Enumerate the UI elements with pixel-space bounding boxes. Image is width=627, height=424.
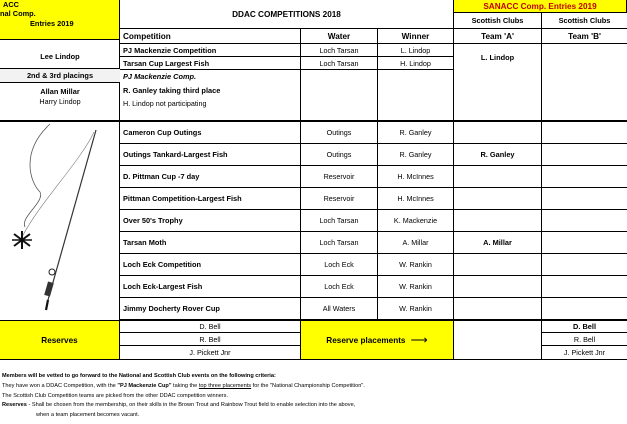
top-left-header [0, 0, 120, 40]
notes-line5: when a team placement becomes vacant. [36, 412, 140, 418]
notes-line4-bold: Reserves [2, 402, 27, 408]
fishing-rod-panel [0, 122, 120, 320]
row-winner: R. Ganley [378, 144, 454, 166]
row-winner: K. Mackenzie [378, 210, 454, 232]
row-team-b [542, 144, 627, 166]
pj-notes-winner [378, 70, 454, 120]
row-competition: Over 50's Trophy [120, 210, 301, 232]
row-team-a [454, 254, 542, 276]
row-winner: A. Millar [378, 232, 454, 254]
fishing-rod-icon [0, 122, 120, 320]
left-column-top [0, 40, 120, 120]
top-left-line3: Entries 2019 [30, 19, 74, 28]
pj-winner-1: H. Lindop [378, 57, 454, 70]
notes-line2-underline: top three placements [198, 383, 252, 389]
scottish-clubs-a-header: Scottish Clubs [454, 13, 542, 29]
row-competition: Loch Eck Competition [120, 254, 301, 276]
sanacc-title: SANACC Comp. Entries 2019 [454, 0, 627, 13]
row-water: Outings [301, 122, 378, 144]
column-team-b: Team 'B' [542, 29, 627, 44]
row-team-a [454, 210, 542, 232]
row-winner: W. Rankin [378, 276, 454, 298]
notes-line4 [2, 401, 355, 410]
reserve-team-b-2: J. Pickett Jnr [542, 346, 627, 360]
row-water: Loch Eck [301, 254, 378, 276]
notes-line2-pre: They have won a DDAC Competition, with the [2, 383, 118, 389]
pj-competition-0: PJ Mackenzie Competition [120, 44, 301, 57]
row-competition: Outings Tankard-Largest Fish [120, 144, 301, 166]
pj-water-1: Loch Tarsan [301, 57, 378, 70]
row-team-a [454, 298, 542, 320]
pj-winner-0: L. Lindop [378, 44, 454, 57]
row-team-b [542, 166, 627, 188]
column-competition: Competition [120, 29, 301, 44]
row-competition: Loch Eck-Largest Fish [120, 276, 301, 298]
entry-placings: 2nd & 3rd placings [0, 68, 120, 83]
row-competition: Jimmy Docherty Rover Cup [120, 298, 301, 320]
column-team-a: Team 'A' [454, 29, 542, 44]
pj-notes-team-a [454, 70, 542, 120]
notes-line4-text: - Shall be chosen from the membership, on their skills in the Brown Trout and Rainbow Trout field to enable selection into the above, [26, 402, 356, 408]
reserve-name-2: J. Pickett Jnr [120, 346, 301, 360]
row-water: Loch Tarsan [301, 210, 378, 232]
notes-line2-mid: taking the [171, 383, 199, 389]
reserve-placements [301, 320, 454, 360]
pj-notes-line2: R. Ganley taking third place [123, 86, 221, 95]
notes-line1 [2, 372, 276, 381]
top-left-line1: ACC [3, 0, 20, 9]
criteria-notes [0, 372, 627, 424]
notes-line1-text: Members will be vetted to go forward to the National and Scottish Club events on the following criteria: [2, 373, 276, 379]
reserve-name-0: D. Bell [120, 320, 301, 333]
notes-line2 [2, 382, 365, 391]
reserve-team-a [454, 320, 542, 360]
row-team-a [454, 122, 542, 144]
row-team-b [542, 210, 627, 232]
row-competition: Pittman Competition-Largest Fish [120, 188, 301, 210]
row-winner: W. Rankin [378, 298, 454, 320]
row-winner: R. Ganley [378, 122, 454, 144]
row-team-b [542, 188, 627, 210]
row-winner: H. McInnes [378, 188, 454, 210]
row-competition: Tarsan Moth [120, 232, 301, 254]
row-winner: W. Rankin [378, 254, 454, 276]
column-water: Water [301, 29, 378, 44]
notes-line2-bold: "PJ Mackenzie Cup" [117, 383, 172, 389]
row-water: Outings [301, 144, 378, 166]
row-water: Reservoir [301, 188, 378, 210]
reserve-name-1: R. Bell [120, 333, 301, 346]
scottish-clubs-b-header: Scottish Clubs [542, 13, 627, 29]
reserve-team-b-0: D. Bell [542, 320, 627, 333]
column-winner: Winner [378, 29, 454, 44]
entry-harry-lindop: Harry Lindop [39, 97, 81, 106]
notes-line2-post: for the "National Championship Competition". [251, 383, 365, 389]
pj-team-b [542, 44, 627, 70]
row-team-b [542, 298, 627, 320]
row-competition: Cameron Cup Outings [120, 122, 301, 144]
row-team-a [454, 166, 542, 188]
row-water: Loch Eck [301, 276, 378, 298]
reserve-team-b-1: R. Bell [542, 333, 627, 346]
pj-notes-water [301, 70, 378, 120]
row-water: All Waters [301, 298, 378, 320]
top-left-line2: nal Comp. [0, 9, 36, 18]
row-team-b [542, 122, 627, 144]
row-winner: H. McInnes [378, 166, 454, 188]
entry-allan-millar: Allan Millar [40, 87, 80, 96]
pj-notes [120, 70, 301, 120]
entry-lee-lindop: Lee Lindop [40, 51, 80, 61]
pj-notes-line3: H. Lindop not participating [123, 99, 207, 108]
row-team-b [542, 232, 627, 254]
pj-competition-1: Tarsan Cup Largest Fish [120, 57, 301, 70]
pj-notes-line1: PJ Mackenzie Comp. [123, 72, 197, 81]
row-team-a: A. Millar [454, 232, 542, 254]
row-water: Reservoir [301, 166, 378, 188]
row-competition: D. Pittman Cup -7 day [120, 166, 301, 188]
row-team-b [542, 276, 627, 298]
page-title: DDAC COMPETITIONS 2018 [120, 0, 454, 29]
row-team-b [542, 254, 627, 276]
row-water: Loch Tarsan [301, 232, 378, 254]
row-team-a: R. Ganley [454, 144, 542, 166]
row-team-a [454, 188, 542, 210]
reserves-label: Reserves [0, 320, 120, 360]
arrow-right-icon: ⟶ [410, 333, 428, 347]
row-team-a [454, 276, 542, 298]
notes-line3: The Scottish Club Competition teams are picked from the other DDAC competition winners. [2, 393, 229, 399]
pj-water-0: Loch Tarsan [301, 44, 378, 57]
pj-team-a: L. Lindop [454, 44, 542, 70]
reserve-placements-label: Reserve placements [326, 335, 406, 345]
